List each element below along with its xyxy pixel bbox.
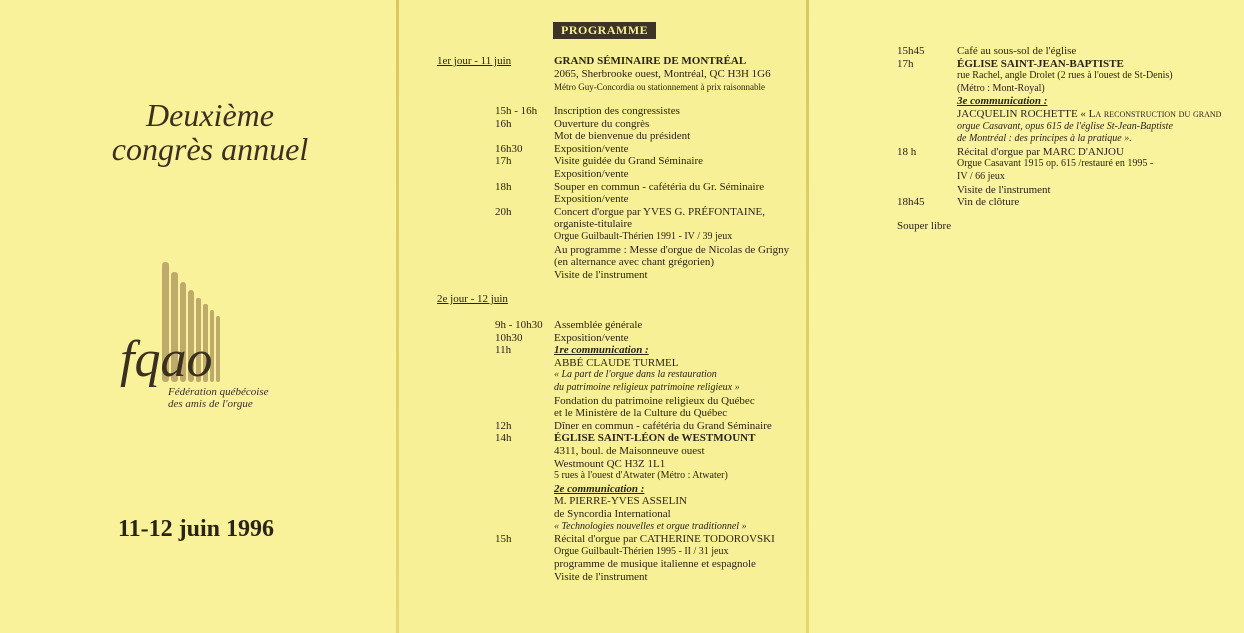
schedule-time: 17h [495, 155, 512, 168]
schedule-entry: Récital d'orgue par CATHERINE TODOROVSKI [554, 533, 775, 546]
title-line: congrès annuel [111, 131, 309, 167]
closing-note: Souper libre [897, 220, 952, 232]
schedule-entry: Au programme : Messe d'orgue de Nicolas de Grigny [554, 243, 790, 256]
schedule-entry: organiste-titulaire [554, 218, 632, 231]
schedule-entry: du patrimoine religieux patrimoine religieux » [554, 382, 740, 393]
schedule-entry: orgue Casavant, opus 615 de l'église St-Jean-Baptiste [957, 120, 1173, 132]
day1-label: 1er jour - 11 juin [437, 55, 512, 67]
schedule-time: 9h - 10h30 [495, 319, 543, 331]
schedule-entry: Exposition/vente [554, 168, 629, 180]
schedule-entry: « La part de l'orgue dans la restauration [554, 369, 717, 381]
schedule-entry: de Montréal : des principes à la pratique ». [957, 133, 1132, 145]
day2-label: 2e jour - 12 juin [437, 293, 508, 305]
schedule-entry: Assemblée générale [554, 319, 643, 331]
schedule-entry: Inscription des congressistes [554, 105, 680, 117]
schedule-entry: programme de musique italienne et espagnole [554, 558, 756, 571]
schedule-entry: Exposition/vente [554, 331, 629, 344]
org-line: des amis de l'orgue [168, 398, 253, 410]
schedule-entry: Ouverture du congrès [554, 117, 650, 130]
schedule-entry: 1re communication : [554, 344, 649, 357]
schedule-entry: Exposition/vente [554, 142, 629, 155]
schedule-entry: « Technologies nouvelles et orgue traditionnel » [554, 520, 747, 532]
fold-line [806, 0, 809, 633]
schedule-time: 11h [495, 344, 512, 357]
schedule-entry: et le Ministère de la Culture du Québec [554, 407, 728, 420]
schedule-entry: Visite guidée du Grand Séminaire [554, 155, 704, 168]
schedule-entry: Visite de l'instrument [554, 571, 648, 583]
schedule-entry: Mot de bienvenue du président [554, 130, 691, 143]
programme-heading: PROGRAMME [553, 22, 656, 39]
schedule-entry: Westmount QC H3Z 1L1 [554, 457, 666, 470]
schedule-entry: Orgue Guilbault-Thérien 1991 - IV / 39 jeux [554, 231, 733, 242]
day1-address: 2065, Sherbrooke ouest, Montréal, QC H3H 1G6 [554, 68, 771, 80]
schedule-entry: 5 rues à l'ouest d'Atwater (Métro : Atwater) [554, 470, 728, 482]
schedule-time: 18h45 [897, 196, 925, 209]
schedule-entry: ÉGLISE SAINT-LÉON de WESTMOUNT [554, 432, 756, 445]
title-line: Deuxième [146, 97, 274, 133]
schedule-time: 15h45 [897, 45, 925, 57]
schedule-entry: Concert d'orgue par YVES G. PRÉFONTAINE, [554, 205, 765, 218]
schedule-time: 16h [495, 117, 512, 130]
day1-metro: Métro Guy-Concordia ou stationnement à prix raisonnable [554, 82, 765, 92]
fold-line [396, 0, 399, 633]
schedule-time: 15h [495, 533, 512, 546]
schedule-entry: Vin de clôture [957, 196, 1020, 209]
schedule-entry: rue Rachel, angle Drolet (2 rues à l'ouest de St-Denis) [957, 70, 1173, 82]
day1-venue: GRAND SÉMINAIRE DE MONTRÉAL [554, 55, 747, 67]
schedule-entry: Orgue Guilbault-Thérien 1995 - II / 31 jeux [554, 545, 729, 557]
organization-name [168, 386, 269, 410]
org-line: Fédération québécoise [168, 386, 269, 398]
schedule-entry: Fondation du patrimoine religieux du Québec [554, 394, 755, 407]
schedule-entry: Récital d'orgue par MARC D'ANJOU [957, 145, 1124, 158]
schedule-entry: ÉGLISE SAINT-JEAN-BAPTISTE [957, 57, 1124, 70]
logo-text: fqao [120, 331, 213, 388]
schedule-entry: Orgue Casavant 1915 op. 615 /restauré en 1995 - [957, 158, 1154, 170]
schedule-entry: Visite de l'instrument [554, 268, 648, 281]
schedule-entry: Café au sous-sol de l'église [957, 45, 1077, 57]
schedule-entry: (Métro : Mont-Royal) [957, 82, 1045, 94]
schedule-entry: IV / 66 jeux [957, 171, 1005, 182]
schedule-time: 17h [897, 57, 914, 70]
schedule-entry: M. PIERRE-YVES ASSELIN [554, 495, 687, 508]
schedule-entry: (en alternance avec chant grégorien) [554, 256, 715, 269]
schedule-time: 16h30 [495, 142, 523, 155]
schedule-time: 18h [495, 180, 512, 193]
schedule-time: 20h [495, 205, 512, 218]
schedule-entry: Visite de l'instrument [957, 183, 1051, 196]
schedule-entry: Dîner en commun - cafétéria du Grand Séminaire [554, 419, 772, 432]
schedule-entry: 3e communication : [957, 95, 1048, 108]
schedule-entry: ABBÉ CLAUDE TURMEL [554, 356, 679, 369]
schedule-time: 12h [495, 419, 512, 432]
schedule-time: 14h [495, 432, 512, 445]
schedule-time: 15h - 16h [495, 105, 538, 117]
schedule-entry: de Syncordia International [554, 508, 671, 520]
schedule-time: 18 h [897, 145, 917, 158]
schedule-time: 10h30 [495, 331, 523, 344]
schedule-entry: Souper en commun - cafétéria du Gr. Séminaire [554, 180, 765, 193]
congress-dates: 11-12 juin 1996 [118, 516, 275, 542]
schedule-entry: 2e communication : [554, 482, 645, 495]
schedule-entry: 4311, boul. de Maisonneuve ouest [554, 445, 705, 457]
schedule-entry: JACQUELIN ROCHETTE « La reconstruction du grand [957, 108, 1222, 120]
cover-title [100, 98, 320, 166]
schedule-entry: Exposition/vente [554, 193, 629, 206]
